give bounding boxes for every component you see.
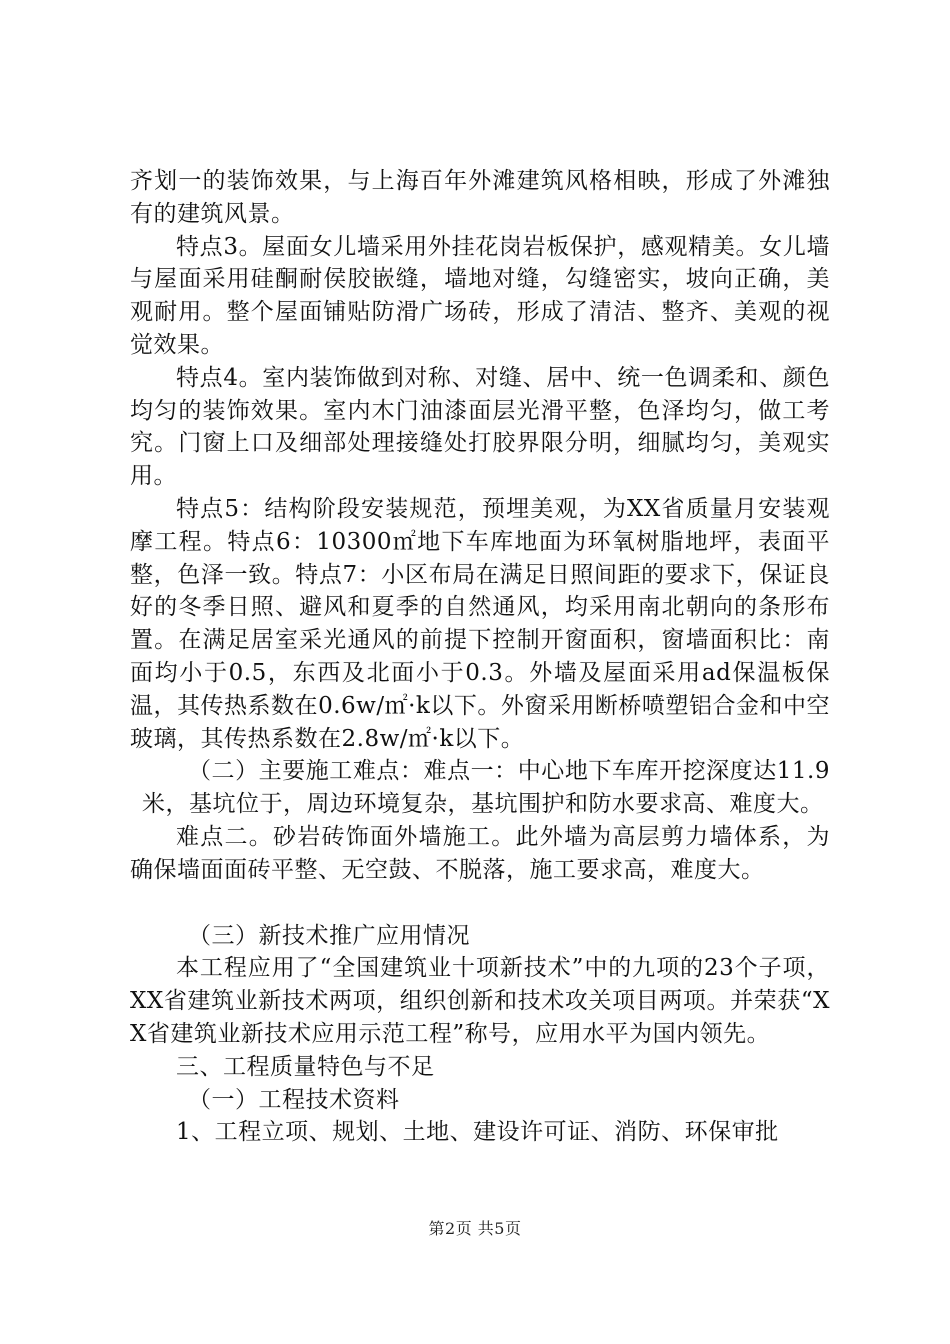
section-heading-new-tech: （三）新技术推广应用情况: [188, 922, 470, 949]
section-heading-quality: 三、工程质量特色与不足: [176, 1053, 435, 1080]
paragraph-feature-5-7: 特点5：结构阶段安装规范，预埋美观，为XX省质量月安装观摩工程。特点6：10300㎡地下车库地面为环氧树脂地坪，表面平整，色泽一致。特点7：小区布局在满足日照间距的要求下，保证良好的冬季日照、避风和夏季的自然通风，均采用南北朝向的条形布置。在满足居室采光通风的前提下控制开窗面积，窗墙面积比：南面均小于0.5，东西及北面小于0.3。外墙及屋面采用ad保温板保温，其传热系数在0.6w/㎡·k以下。外窗采用断桥喷塑铝合金和中空玻璃，其传热系数在2.8w/㎡·k以下。: [130, 495, 830, 752]
paragraph-difficulty-2: 难点二。砂岩砖饰面外墙施工。此外墙为高层剪力墙体系，为确保墙面面砖平整、无空鼓、不脱落，施工要求高，难度大。: [130, 823, 830, 883]
page-number-footer: 第2页 共5页: [428, 1219, 522, 1238]
paragraph-new-tech: 本工程应用了“全国建筑业十项新技术”中的九项的23个子项，XX省建筑业新技术两项，组织创新和技术攻关项目两项。并荣获“XX省建筑业新技术应用示范工程”称号，应用水平为国内领先。: [130, 955, 830, 1047]
paragraph-feature-3: 特点3。屋面女儿墙采用外挂花岗岩板保护，感观精美。女儿墙与屋面采用硅酮耐侯胶嵌缝，墙地对缝，勾缝密实，坡向正确，美观耐用。整个屋面铺贴防滑广场砖，形成了清洁、整齐、美观的视觉效果。: [130, 233, 830, 358]
section-heading-tech-docs: （一）工程技术资料: [188, 1086, 400, 1113]
paragraph-continuation: 齐划一的装饰效果，与上海百年外滩建筑风格相映，形成了外滩独有的建筑风景。: [130, 168, 830, 227]
list-item-approvals: 1、工程立项、规划、土地、建设许可证、消防、环保审批: [176, 1119, 779, 1146]
paragraph-feature-4: 特点4。室内装饰做到对称、对缝、居中、统一色调柔和、颜色均匀的装饰效果。室内木门油漆面层光滑平整，色泽均匀，做工考究。门窗上口及细部处理接缝处打胶界限分明，细腻均匀，美观实用。: [130, 364, 830, 490]
paragraph-difficulty-1: （二）主要施工难点：难点一：中心地下车库开挖深度达11.9米，基坑位于，周边环境复杂，基坑围护和防水要求高、难度大。: [142, 758, 830, 818]
document-body: [130, 165, 830, 1149]
paragraph-spacer: [130, 887, 830, 920]
